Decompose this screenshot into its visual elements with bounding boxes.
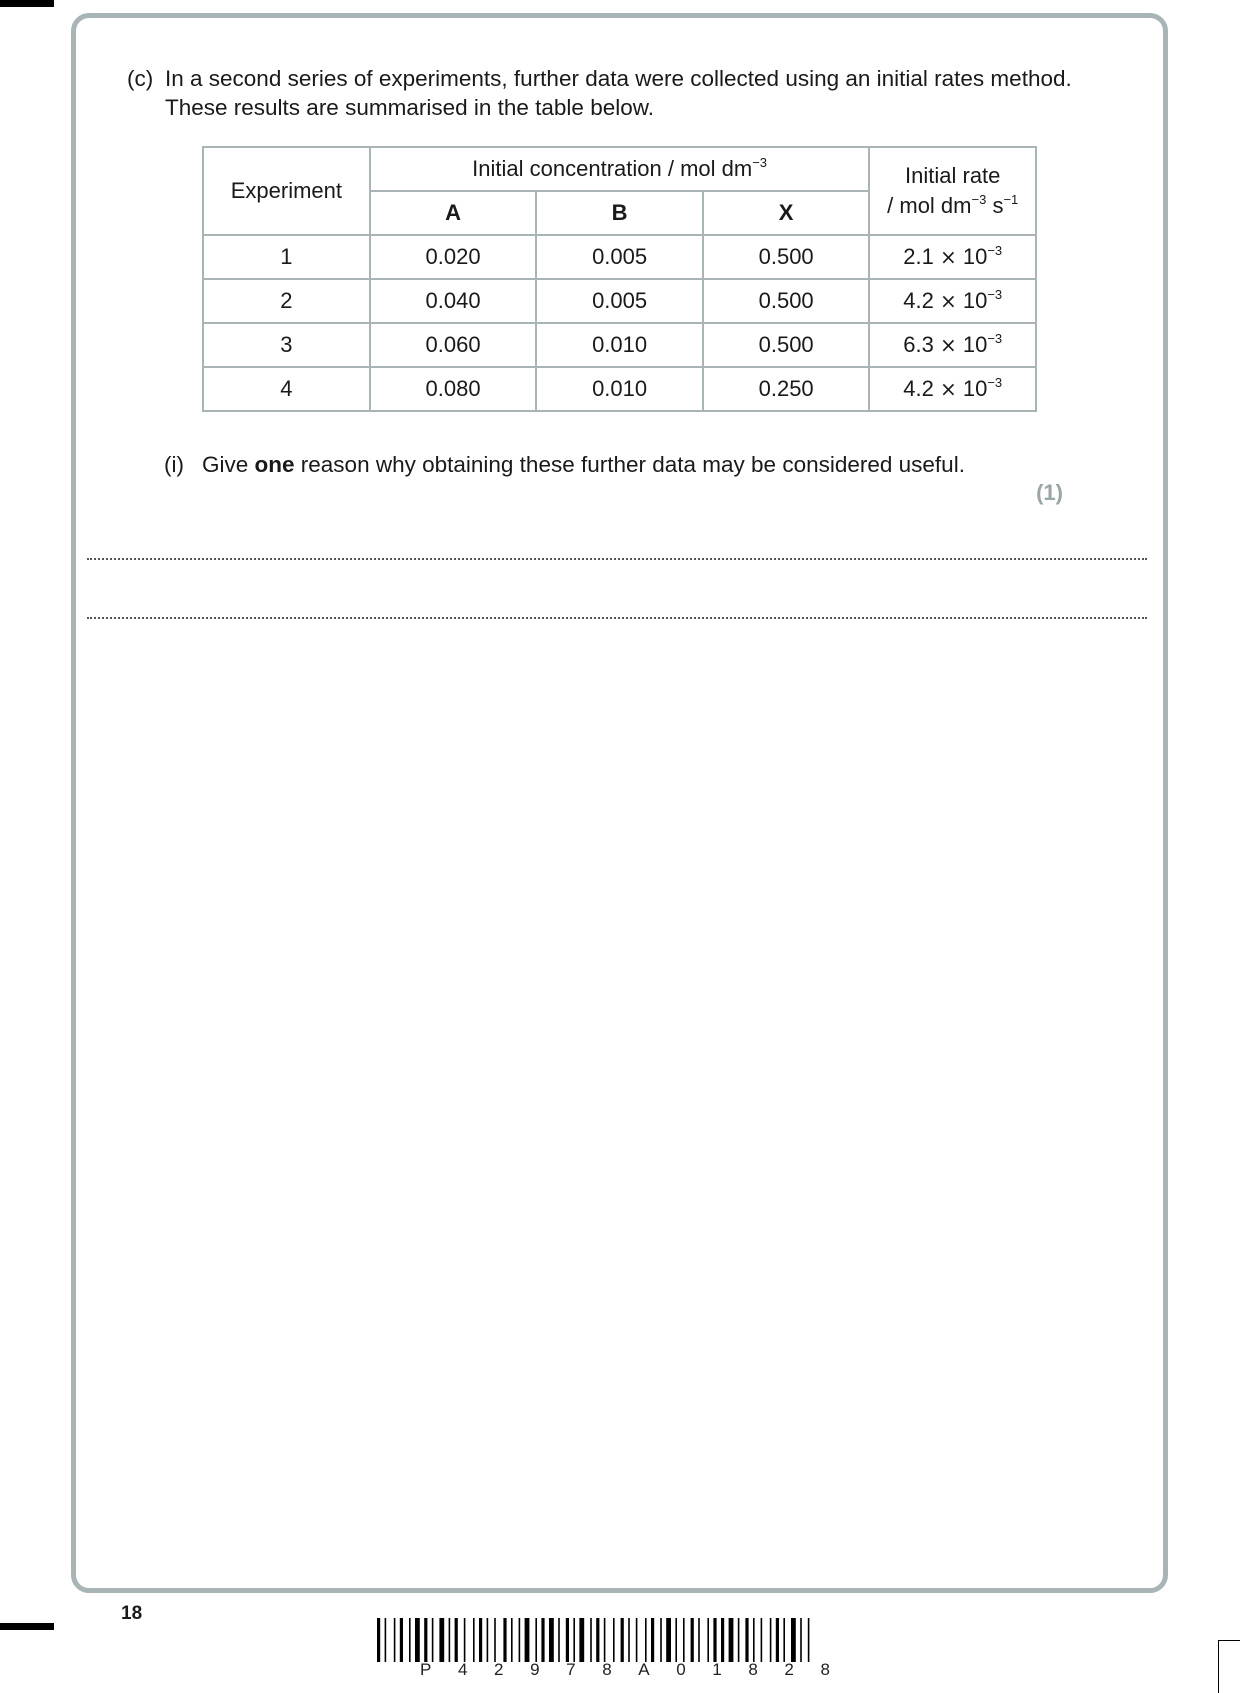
barcode-bar xyxy=(487,1618,489,1662)
initial-rates-table xyxy=(202,146,1037,412)
barcode-bar xyxy=(573,1618,575,1662)
rate-base: 10 xyxy=(962,376,988,401)
barcode-char: 7 xyxy=(566,1660,576,1679)
header-concentration-unit-exponent: −3 xyxy=(752,155,768,170)
cell-x: 0.250 xyxy=(703,367,870,411)
barcode-bar xyxy=(776,1618,779,1662)
cell-a: 0.020 xyxy=(370,235,537,279)
barcode-bar xyxy=(738,1618,740,1662)
barcode-bar xyxy=(590,1618,592,1662)
subquestion-i xyxy=(164,450,965,479)
barcode-bar xyxy=(713,1618,716,1662)
table-row xyxy=(203,235,1036,279)
barcode-char: 8 xyxy=(602,1660,612,1679)
barcode-bar xyxy=(604,1618,606,1662)
cell-experiment: 2 xyxy=(203,279,370,323)
barcode-bar xyxy=(494,1618,496,1662)
rate-exponent: −3 xyxy=(987,287,1003,302)
barcode-bar xyxy=(675,1618,677,1662)
barcode-bar xyxy=(651,1618,654,1662)
answer-line[interactable] xyxy=(87,558,1147,560)
times-symbol: × xyxy=(939,245,957,269)
barcode-bar xyxy=(455,1618,458,1662)
rate-exponent: −3 xyxy=(987,243,1003,258)
cell-rate xyxy=(869,279,1036,323)
cell-experiment: 3 xyxy=(203,323,370,367)
barcode xyxy=(377,1618,861,1662)
barcode-bar xyxy=(464,1618,466,1662)
barcode-bar xyxy=(541,1618,544,1662)
barcode-bar xyxy=(549,1618,554,1662)
page-number: 18 xyxy=(121,1603,143,1624)
header-concentration xyxy=(370,147,870,191)
barcode-bar xyxy=(558,1618,560,1662)
barcode-bar xyxy=(525,1618,530,1662)
table-row xyxy=(203,323,1036,367)
barcode-bar xyxy=(473,1618,475,1662)
question-text: In a second series of experiments, further data were collected using an initial rates method. These results are summarised in the table below. xyxy=(165,66,1072,120)
header-rate-line1: Initial rate xyxy=(905,163,1001,188)
barcode-bar xyxy=(377,1618,380,1662)
times-symbol: × xyxy=(939,289,957,313)
answer-line[interactable] xyxy=(87,617,1147,619)
barcode-bar xyxy=(479,1618,482,1662)
barcode-char: 8 xyxy=(820,1660,830,1679)
barcode-bar xyxy=(753,1618,755,1662)
barcode-bar xyxy=(409,1618,411,1662)
cell-a: 0.080 xyxy=(370,367,537,411)
barcode-bar xyxy=(394,1618,396,1662)
barcode-bar xyxy=(400,1618,403,1662)
question-label: (c) xyxy=(127,66,154,91)
marks-indicator: (1) xyxy=(1036,480,1063,505)
barcode-char: 2 xyxy=(494,1660,504,1679)
cell-rate xyxy=(869,235,1036,279)
cell-experiment: 4 xyxy=(203,367,370,411)
header-experiment-text: Experiment xyxy=(230,178,343,203)
barcode-bar xyxy=(666,1618,671,1662)
rate-exponent: −3 xyxy=(987,331,1003,346)
barcode-bar xyxy=(439,1618,444,1662)
cell-a: 0.040 xyxy=(370,279,537,323)
cell-a: 0.060 xyxy=(370,323,537,367)
barcode-bar xyxy=(729,1618,734,1662)
barcode-bar xyxy=(800,1618,802,1662)
rate-base: 10 xyxy=(962,244,988,269)
barcode-bar xyxy=(621,1618,624,1662)
rate-mantissa: 6.3 xyxy=(903,332,934,357)
barcode-bar xyxy=(660,1618,662,1662)
header-initial-rate xyxy=(869,147,1036,235)
barcode-bar xyxy=(698,1618,700,1662)
rate-exponent: −3 xyxy=(987,375,1003,390)
rate-mantissa: 2.1 xyxy=(903,244,934,269)
barcode-bar xyxy=(449,1618,451,1662)
cell-x: 0.500 xyxy=(703,279,870,323)
cell-b: 0.010 xyxy=(536,323,703,367)
barcode-bar xyxy=(596,1618,599,1662)
barcode-bar xyxy=(783,1618,785,1662)
cell-rate xyxy=(869,367,1036,411)
rate-base: 10 xyxy=(962,288,988,313)
header-concentration-text: Initial concentration / mol dm xyxy=(472,156,753,181)
barcode-bar xyxy=(385,1618,387,1662)
cell-b: 0.005 xyxy=(536,235,703,279)
barcode-char: 0 xyxy=(676,1660,686,1679)
cell-experiment: 1 xyxy=(203,235,370,279)
header-col-x: X xyxy=(703,191,870,235)
subquestion-label: (i) xyxy=(164,452,184,477)
registration-mark-top xyxy=(0,0,54,7)
barcode-bar xyxy=(579,1618,584,1662)
barcode-bar xyxy=(636,1618,638,1662)
header-rate-line2b: s xyxy=(986,193,1004,218)
rate-base: 10 xyxy=(962,332,988,357)
header-rate-line2a: / mol dm xyxy=(887,193,972,218)
barcode-bar xyxy=(432,1618,434,1662)
barcode-text xyxy=(420,1660,830,1680)
table-row xyxy=(203,367,1036,411)
registration-mark-bottom xyxy=(0,1623,54,1630)
subquestion-text-bold: one xyxy=(254,452,295,477)
barcode-bar xyxy=(707,1618,709,1662)
barcode-bar xyxy=(691,1618,694,1662)
header-col-a: A xyxy=(370,191,537,235)
header-rate-exponent-2: −1 xyxy=(1003,192,1019,207)
header-col-b: B xyxy=(536,191,703,235)
cell-rate xyxy=(869,323,1036,367)
barcode-bar xyxy=(808,1618,810,1662)
barcode-bar xyxy=(424,1618,427,1662)
barcode-bar xyxy=(535,1618,537,1662)
barcode-char: 4 xyxy=(457,1660,468,1679)
cell-b: 0.010 xyxy=(536,367,703,411)
cell-x: 0.500 xyxy=(703,323,870,367)
header-rate-exponent-1: −3 xyxy=(971,192,987,207)
barcode-bar xyxy=(613,1618,615,1662)
barcode-bar xyxy=(566,1618,569,1662)
barcode-char: 2 xyxy=(784,1660,794,1679)
subquestion-text-after: reason why obtaining these further data may be considered useful. xyxy=(294,452,965,477)
cell-b: 0.005 xyxy=(536,279,703,323)
subquestion-text-before: Give xyxy=(202,452,255,477)
times-symbol: × xyxy=(939,377,957,401)
barcode-bar xyxy=(683,1618,685,1662)
times-symbol: × xyxy=(939,333,957,357)
barcode-bar xyxy=(519,1618,521,1662)
barcode-char: 1 xyxy=(712,1660,722,1679)
table-row xyxy=(203,279,1036,323)
barcode-bar xyxy=(770,1618,772,1662)
barcode-bar xyxy=(645,1618,647,1662)
barcode-bar xyxy=(511,1618,513,1662)
rate-mantissa: 4.2 xyxy=(903,376,934,401)
barcode-bar xyxy=(745,1618,748,1662)
barcode-bar xyxy=(503,1618,506,1662)
crop-mark xyxy=(1218,1640,1240,1693)
barcode-char: A xyxy=(638,1660,650,1679)
barcode-bar xyxy=(791,1618,796,1662)
header-experiment xyxy=(203,147,370,235)
cell-x: 0.500 xyxy=(703,235,870,279)
barcode-char: 8 xyxy=(748,1660,758,1679)
barcode-bar xyxy=(415,1618,420,1662)
rate-mantissa: 4.2 xyxy=(903,288,934,313)
barcode-bar xyxy=(628,1618,630,1662)
question-c xyxy=(127,64,1077,122)
barcode-char: 9 xyxy=(530,1660,540,1679)
barcode-char: P xyxy=(420,1660,432,1679)
barcode-bar xyxy=(761,1618,763,1662)
barcode-bar xyxy=(721,1618,724,1662)
